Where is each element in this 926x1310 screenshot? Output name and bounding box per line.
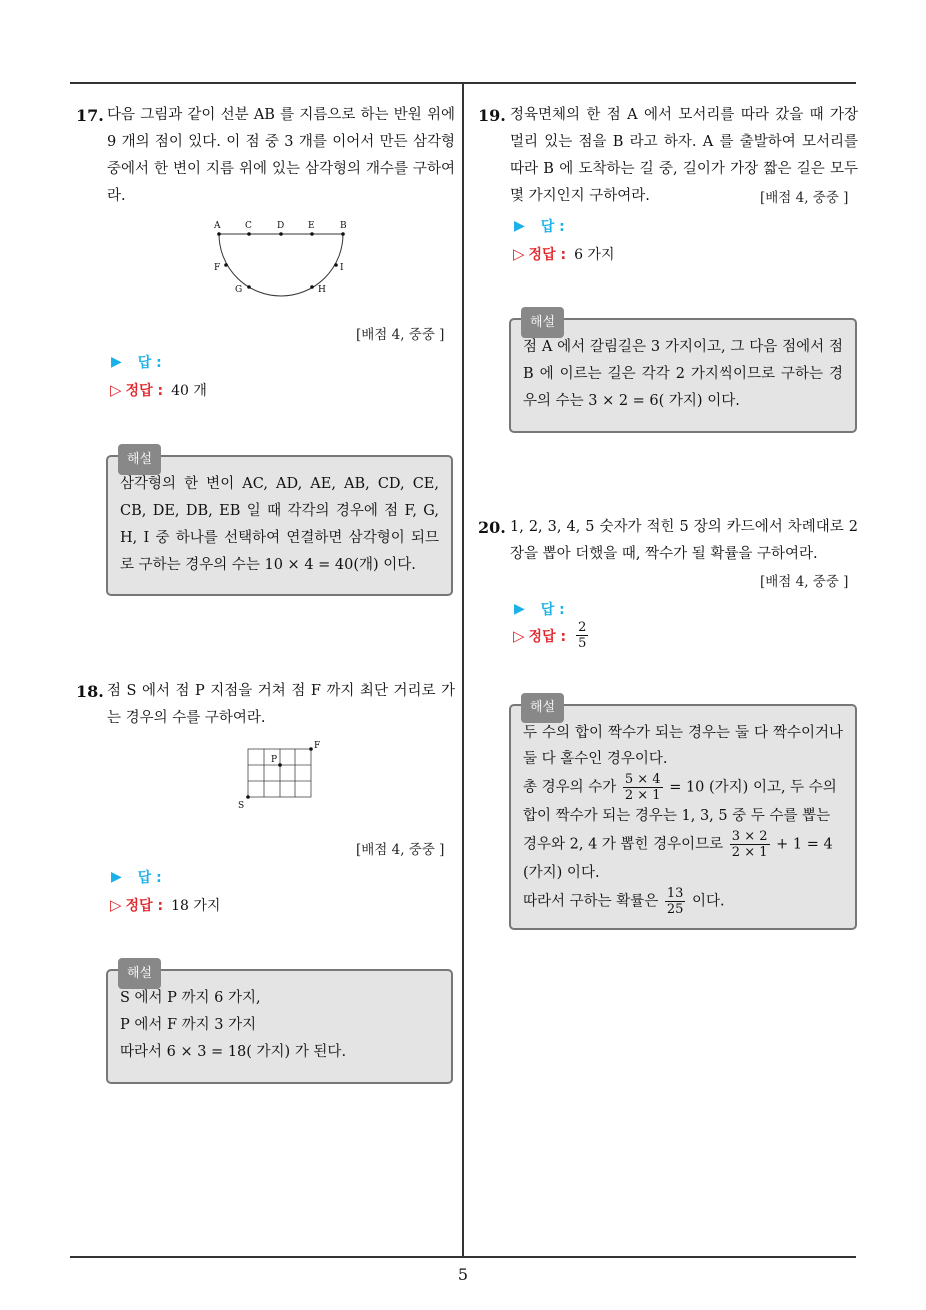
q20-correct-label: 정답 : bbox=[528, 628, 567, 645]
answer-triangle-icon: ▶ bbox=[111, 869, 122, 885]
q17-label-e: E bbox=[308, 221, 315, 231]
q18-grid-figure bbox=[236, 737, 336, 812]
q19-solution-text: 점 A 에서 갈림길은 3 가지이고, 그 다음 점에서 점 B 에 이르는 길은 각각 2 가지씩이므로 구하는 경우의 수는 3 × 2 = 6( 가지) 이다. bbox=[523, 339, 843, 409]
q19-answer-label: 답 : bbox=[540, 219, 565, 235]
q20-fraction-1-numerator: 5 × 4 bbox=[624, 772, 661, 787]
answer-triangle-icon: ▶ bbox=[514, 601, 525, 617]
q17-point-d bbox=[279, 232, 283, 236]
q18-score: [배점 4, 중중 ] bbox=[356, 842, 445, 858]
correct-triangle-icon: ▷ bbox=[513, 626, 525, 645]
q20-correct-row bbox=[513, 620, 590, 651]
q17-label-i: I bbox=[340, 263, 344, 273]
q20-solution-line-5: (가지) 이다. bbox=[523, 865, 600, 881]
q17-point-c bbox=[247, 232, 251, 236]
q17-label-f: F bbox=[214, 263, 221, 273]
q18-label-p: P bbox=[271, 755, 278, 765]
q17-score: [배점 4, 중중 ] bbox=[356, 327, 445, 343]
q20-solution-line-6-pre: 따라서 구하는 확률은 bbox=[523, 893, 659, 910]
q19-solution-box bbox=[509, 315, 857, 433]
q20-solution-fraction-2 bbox=[730, 829, 770, 860]
q18-correct-value: 18 가지 bbox=[171, 898, 221, 914]
q17-solution-box bbox=[106, 452, 453, 596]
q18-point-f bbox=[309, 747, 313, 751]
q17-point-g bbox=[247, 285, 251, 289]
q20-fraction-3-numerator: 13 bbox=[666, 886, 684, 901]
q20-number: 20. bbox=[478, 518, 506, 537]
q17-label-d: D bbox=[277, 221, 285, 231]
q19-number: 19. bbox=[478, 106, 506, 125]
q17-label-g: G bbox=[235, 285, 243, 295]
bottom-rule bbox=[70, 1256, 856, 1258]
q20-solution-line-3: 합이 짝수가 되는 경우는 1, 3, 5 중 두 수를 뽑는 bbox=[523, 808, 831, 824]
q20-correct-numerator: 2 bbox=[578, 620, 587, 635]
q20-fraction-3-denominator: 25 bbox=[666, 902, 684, 917]
q17-point-e bbox=[310, 232, 314, 236]
q18-solution-box bbox=[106, 966, 453, 1084]
q20-solution-line-4 bbox=[523, 829, 843, 860]
q18-question-text: 점 S 에서 점 P 지점을 거쳐 점 F 까지 최단 거리로 가는 경우의 수를 구하여라. bbox=[107, 683, 455, 726]
q17-label-b: B bbox=[340, 221, 347, 231]
q17-correct-row bbox=[110, 380, 207, 400]
q20-solution-line-2-pre: 총 경우의 수가 bbox=[523, 779, 617, 796]
page-number: 5 bbox=[457, 1265, 469, 1284]
q20-solution-line-2 bbox=[523, 772, 843, 803]
q17-correct-value: 40 개 bbox=[171, 383, 207, 399]
correct-triangle-icon: ▷ bbox=[110, 381, 122, 399]
q18-answer-label: 답 : bbox=[137, 870, 162, 886]
q20-correct-fraction bbox=[576, 620, 588, 651]
q20-solution-line-4-post: + 1 = 4 bbox=[776, 836, 833, 853]
q18-solution-line-2: P 에서 F 까지 3 가지 bbox=[120, 1017, 257, 1033]
correct-triangle-icon: ▷ bbox=[110, 896, 122, 914]
q20-question-text: 1, 2, 3, 4, 5 숫자가 적힌 5 장의 카드에서 차례대로 2 장을 뽑아 더했을 때, 짝수가 될 확률을 구하여라. bbox=[510, 519, 858, 562]
q20-solution-line-4-pre: 경우와 2, 4 가 뽑힌 경우이므로 bbox=[523, 836, 724, 853]
q20-fraction-1-denominator: 2 × 1 bbox=[624, 788, 661, 803]
q17-number: 17. bbox=[76, 106, 104, 125]
q20-solution-box bbox=[509, 700, 857, 930]
q20-correct-denominator: 5 bbox=[578, 636, 587, 651]
q17-correct-label: 정답 : bbox=[125, 383, 164, 399]
q17-point-a bbox=[217, 232, 221, 236]
q20-solution-fraction-1 bbox=[623, 772, 663, 803]
q19-correct-row bbox=[513, 244, 614, 264]
answer-triangle-icon: ▶ bbox=[514, 218, 525, 234]
column-divider bbox=[462, 82, 464, 1258]
q20-solution-line-2-post: = 10 (가지) 이고, 두 수의 bbox=[669, 779, 837, 796]
q18-solution-tag: 해설 bbox=[118, 958, 161, 989]
answer-triangle-icon: ▶ bbox=[111, 354, 122, 370]
q18-number: 18. bbox=[76, 682, 104, 701]
q17-question-text: 다음 그림과 같이 선분 AB 를 지름으로 하는 반원 위에 9 개의 점이 있다. 이 점 중 3 개를 이어서 만든 삼각형 중에서 한 변이 지름 위에 있는 삼각형의 개수를 구하여라. bbox=[107, 107, 455, 204]
q18-label-s: S bbox=[238, 801, 245, 811]
q17-solution-tag: 해설 bbox=[118, 444, 161, 475]
q19-question-text: 정육면체의 한 점 A 에서 모서리를 따라 갔을 때 가장 멀리 있는 점을 B 라고 하자. A 를 출발하여 모서리를 따라 B 에 도착하는 길 중, 길이가 가장 짧은 길은 모두 몇 가지인지 구하여라. bbox=[510, 107, 858, 204]
q20-solution-fraction-3 bbox=[665, 886, 686, 917]
q17-answer-label: 답 : bbox=[137, 355, 162, 371]
q20-solution-tag: 해설 bbox=[521, 693, 564, 723]
q20-answer-row bbox=[514, 599, 565, 619]
q17-label-h: H bbox=[318, 285, 326, 295]
q19-solution-tag: 해설 bbox=[521, 307, 564, 338]
q18-solution-line-1: S 에서 P 까지 6 가지, bbox=[120, 990, 261, 1006]
q19-answer-row bbox=[514, 216, 565, 236]
q18-point-s bbox=[246, 795, 250, 799]
q18-answer-row bbox=[111, 867, 162, 887]
q17-label-a: A bbox=[214, 221, 221, 231]
q20-solution-line-1: 두 수의 합이 짝수가 되는 경우는 둘 다 짝수이거나 둘 다 홀수인 경우이다. bbox=[523, 725, 843, 767]
q20-fraction-2-numerator: 3 × 2 bbox=[731, 829, 768, 844]
q20-score: [배점 4, 중중 ] bbox=[760, 574, 849, 590]
q20-solution-line-6-post: 이다. bbox=[692, 893, 725, 910]
q17-point-i bbox=[334, 263, 338, 267]
q19-correct-value: 6 가지 bbox=[574, 247, 615, 263]
q17-semicircle-figure bbox=[205, 216, 365, 306]
correct-triangle-icon: ▷ bbox=[513, 245, 525, 263]
q18-correct-row bbox=[110, 895, 220, 915]
q18-label-f: F bbox=[314, 741, 321, 751]
q17-point-f bbox=[224, 263, 228, 267]
q19-score: [배점 4, 중중 ] bbox=[760, 190, 849, 206]
q17-label-c: C bbox=[245, 221, 252, 231]
q20-fraction-2-denominator: 2 × 1 bbox=[731, 845, 768, 860]
q17-answer-row bbox=[111, 352, 162, 372]
q18-solution-line-3: 따라서 6 × 3 = 18( 가지) 가 된다. bbox=[120, 1044, 347, 1060]
q17-point-h bbox=[310, 285, 314, 289]
q17-solution-text: 삼각형의 한 변이 AC, AD, AE, AB, CD, CE, CB, DE, DB, EB 일 때 각각의 경우에 점 F, G, H, I 중 하나를 선택하여 연결하면 삼각형이 되므로 구하는 경우의 수는 10 × 4 = 40(개) 이다. bbox=[120, 476, 439, 573]
q19-correct-label: 정답 : bbox=[528, 247, 567, 263]
q20-solution-line-6 bbox=[523, 886, 843, 917]
q18-point-p bbox=[278, 763, 282, 767]
q17-point-b bbox=[341, 232, 345, 236]
q20-answer-label: 답 : bbox=[540, 602, 565, 618]
q18-correct-label: 정답 : bbox=[125, 898, 164, 914]
